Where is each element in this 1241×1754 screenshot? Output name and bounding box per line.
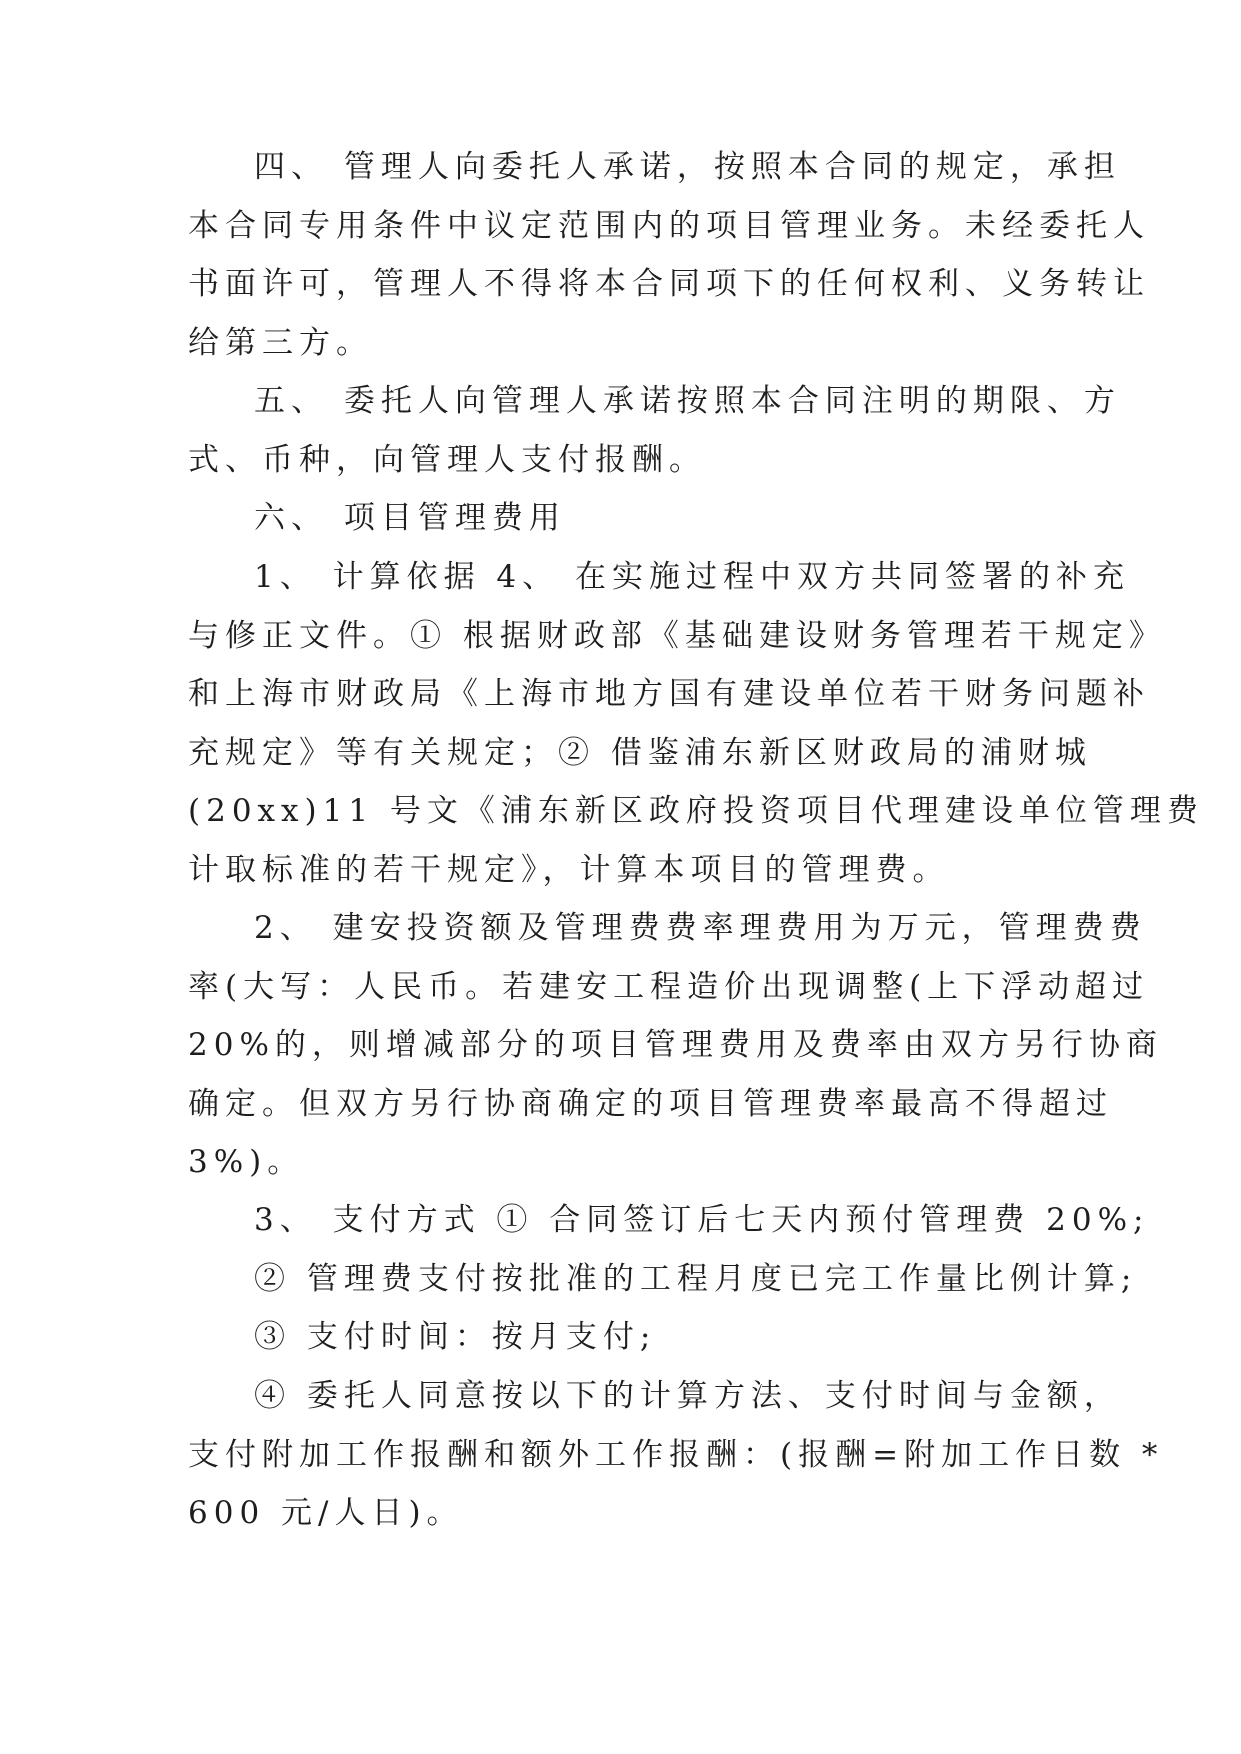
text-line: 五、 委托人向管理人承诺按照本合同注明的期限、方 xyxy=(254,383,1121,419)
paragraph-subitem-4 xyxy=(188,1367,1163,1543)
paragraph-section-4 xyxy=(188,138,1150,372)
text-line: 和上海市财政局《上海市地方国有建设单位若干财务问题补 xyxy=(188,676,1150,712)
text-line: 与修正文件。① 根据财政部《基础建设财务管理若干规定》 xyxy=(188,617,1166,654)
text-line: (20xx)11 号文《浦东新区政府投资项目代理建设单位管理费 xyxy=(188,793,1204,829)
text-line: ④ 委托人同意按以下的计算方法、支付时间与金额， xyxy=(254,1378,1121,1414)
text-line: 2、 建安投资额及管理费费率理费用为万元，管理费费 xyxy=(254,910,1147,946)
text-line: 四、 管理人向委托人承诺，按照本合同的规定，承担 xyxy=(254,149,1121,185)
text-line: 充规定》等有关规定；② 借鉴浦东新区财政局的浦财城 xyxy=(188,734,1092,771)
heading-line: 六、 项目管理费用 xyxy=(254,500,566,536)
text-line: 支付附加工作报酬和额外工作报酬：(报酬=附加工作日数 * xyxy=(188,1436,1164,1473)
text-line: 600 元/人日)。 xyxy=(188,1495,464,1531)
text-line: 计取标准的若干规定》，计算本项目的管理费。 xyxy=(188,851,950,888)
paragraph-section-5 xyxy=(188,372,1121,489)
text-line: 给第三方。 xyxy=(188,324,373,361)
text-line: ② 管理费支付按批准的工程月度已完工作量比例计算; xyxy=(254,1261,1138,1297)
text-line: ③ 支付时间：按月支付; xyxy=(254,1319,657,1355)
text-line: 率(大写：人民币。若建安工程造价出现调整(上下浮动超过 xyxy=(188,968,1150,1005)
section-heading-6 xyxy=(188,489,566,548)
text-line: 3%)。 xyxy=(188,1144,305,1180)
paragraph-item-2 xyxy=(188,899,1163,1192)
text-line: 3、 支付方式 ① 合同签订后七天内预付管理费 20%; xyxy=(254,1202,1150,1238)
paragraph-subitem-3 xyxy=(188,1308,656,1367)
text-line: 式、币种，向管理人支付报酬。 xyxy=(188,441,706,478)
text-line: 本合同专用条件中议定范围内的项目管理业务。未经委托人 xyxy=(188,207,1150,244)
text-line: 1、 计算依据 4、 在实施过程中双方共同签署的补充 xyxy=(254,559,1131,595)
text-line: 书面许可，管理人不得将本合同项下的任何权利、义务转让 xyxy=(188,266,1150,302)
paragraph-subitem-2 xyxy=(188,1250,1137,1309)
paragraph-item-3 xyxy=(188,1191,1149,1250)
paragraph-item-1 xyxy=(188,548,1204,899)
text-line: 确定。但双方另行协商确定的项目管理费率最高不得超过 xyxy=(188,1085,1113,1122)
text-line: 20%的，则增减部分的项目管理费用及费率由双方另行协商 xyxy=(188,1027,1163,1063)
